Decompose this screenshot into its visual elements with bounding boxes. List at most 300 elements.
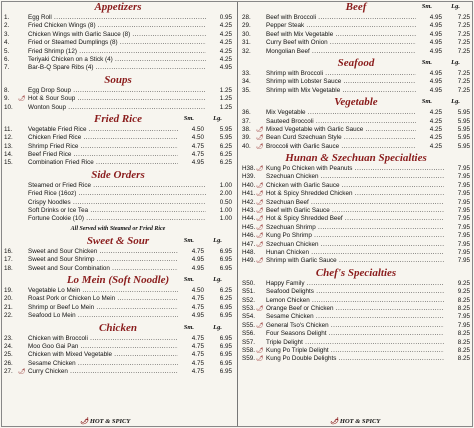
item-number: 6. bbox=[4, 55, 10, 63]
price: 1.25 bbox=[208, 95, 232, 103]
item-name: Curry Chicken ..... bbox=[28, 368, 178, 376]
item-name: Vegetable Fried Rice ..... bbox=[28, 126, 178, 134]
price: 7.95 bbox=[446, 207, 470, 215]
menu-item bbox=[4, 31, 232, 39]
item-name: Sweet and Sour Shrimp ..... bbox=[28, 256, 178, 264]
item-name: Sauteed Broccoli ..... bbox=[266, 118, 416, 126]
item-name: Sesame Chicken ..... bbox=[28, 360, 178, 368]
item-number: 11. bbox=[4, 125, 13, 133]
hot-pepper-icon: 🌶 bbox=[256, 258, 264, 265]
item-name: Sweet and Sour Chicken ..... bbox=[28, 248, 178, 256]
menu-item bbox=[242, 143, 470, 151]
large-size-header: Lg. bbox=[213, 275, 222, 283]
menu-item bbox=[4, 182, 232, 190]
hot-pepper-icon: 🌶 bbox=[80, 418, 89, 425]
menu-item bbox=[4, 207, 232, 215]
item-number: S53. bbox=[242, 304, 255, 312]
item-number: S57. bbox=[242, 338, 255, 346]
price-large: 6.95 bbox=[208, 256, 232, 264]
item-name: Hot & Spicy Shredded Beef ..... bbox=[266, 215, 444, 223]
section-title: Lo Mein (Soft Noodle) bbox=[66, 273, 170, 286]
item-name: Hot & Sour Soup ..... bbox=[28, 95, 206, 103]
price: 7.95 bbox=[446, 322, 470, 330]
item-name: Chicken Wings with Garlic Sauce (8) ..... bbox=[28, 31, 206, 39]
menu-item bbox=[4, 22, 232, 30]
price: 1.00 bbox=[208, 215, 232, 223]
menu-item bbox=[242, 322, 470, 330]
menu-item bbox=[242, 118, 470, 126]
price-small: 4.95 bbox=[418, 22, 442, 30]
price: 4.25 bbox=[208, 22, 232, 30]
item-name: Shrimp Fried Rice ..... bbox=[28, 143, 178, 151]
item-number: H41. bbox=[242, 190, 256, 198]
price-large: 7.25 bbox=[446, 39, 470, 47]
price: 7.95 bbox=[446, 182, 470, 190]
item-name: Kung Po Triple Delight ..... bbox=[266, 347, 444, 355]
section-side-orders bbox=[4, 168, 232, 224]
menu-item bbox=[4, 295, 232, 303]
item-name: Vegetable Lo Mein ..... bbox=[28, 287, 178, 295]
price-large: 7.25 bbox=[446, 87, 470, 95]
price-large: 6.95 bbox=[208, 351, 232, 359]
price-large: 5.95 bbox=[208, 126, 232, 134]
item-number: 1. bbox=[4, 14, 10, 21]
served-with-note: All Served with Steamed or Fried Rice bbox=[70, 225, 166, 232]
section-header bbox=[4, 73, 232, 87]
price-small: 4.75 bbox=[180, 360, 204, 368]
item-name: Shrimp or Beef Lo Mein ..... bbox=[28, 304, 178, 312]
item-name: Orange Beef or Chicken ..... bbox=[266, 305, 444, 313]
price-small: 4.25 bbox=[418, 134, 442, 142]
section-title: Appetizers bbox=[94, 1, 142, 13]
section-header bbox=[4, 273, 232, 287]
section-header bbox=[4, 0, 232, 14]
price-large: 6.95 bbox=[208, 343, 232, 351]
menu-item bbox=[4, 190, 232, 198]
hot-pepper-icon: 🌶 bbox=[18, 96, 26, 103]
small-size-header: Sm. bbox=[421, 98, 432, 106]
price-large: 6.95 bbox=[208, 304, 232, 312]
item-name: Szechuan Chicken ..... bbox=[266, 173, 444, 181]
item-name: Szechuan Beef ..... bbox=[266, 199, 444, 207]
price-large: 6.25 bbox=[208, 295, 232, 303]
menu-item bbox=[4, 287, 232, 295]
section-title: Side Orders bbox=[91, 168, 145, 181]
item-name: Pepper Steak ..... bbox=[266, 22, 416, 30]
large-size-header: Lg. bbox=[213, 236, 222, 244]
item-number: H46. bbox=[242, 232, 256, 240]
item-number: 23. bbox=[4, 334, 13, 342]
menu-item bbox=[4, 56, 232, 64]
column-divider bbox=[237, 2, 238, 426]
item-number: H43. bbox=[242, 207, 256, 215]
menu-item bbox=[242, 249, 470, 257]
item-name: Crispy Noodles ..... bbox=[28, 199, 206, 207]
hot-pepper-icon: 🌶 bbox=[256, 182, 264, 189]
section-title: Soups bbox=[104, 73, 132, 86]
item-name: Hot & Spicy Shredded Chicken ..... bbox=[266, 190, 444, 198]
price-small: 4.95 bbox=[180, 256, 204, 264]
menu-item bbox=[242, 165, 470, 173]
price: 9.25 bbox=[446, 280, 470, 288]
price-small: 4.75 bbox=[180, 248, 204, 256]
price-large: 6.95 bbox=[208, 360, 232, 368]
item-name: Fried Chicken Wings (8) ..... bbox=[28, 22, 206, 30]
hot-pepper-icon: 🌶 bbox=[256, 126, 264, 133]
hot-pepper-icon: 🌶 bbox=[256, 356, 264, 363]
menu-item bbox=[242, 257, 470, 265]
price-large: 6.25 bbox=[208, 287, 232, 295]
hot-pepper-icon: 🌶 bbox=[256, 166, 264, 173]
item-name: Seafood Lo Mein ..... bbox=[28, 312, 178, 320]
price-small: 4.50 bbox=[180, 287, 204, 295]
item-number: 22. bbox=[4, 312, 13, 320]
hot-pepper-icon: 🌶 bbox=[256, 143, 264, 150]
section-title: Fried Rice bbox=[94, 112, 142, 125]
item-number: 29. bbox=[242, 22, 251, 30]
price: 7.95 bbox=[446, 224, 470, 232]
item-number: 37. bbox=[242, 117, 251, 125]
menu-item bbox=[4, 134, 232, 142]
menu-item bbox=[242, 232, 470, 240]
item-number: S52. bbox=[242, 296, 255, 304]
price-large: 6.95 bbox=[208, 312, 232, 320]
hot-pepper-icon: 🌶 bbox=[18, 369, 26, 376]
price-large: 7.25 bbox=[446, 48, 470, 56]
item-name: Mix Vegetable ..... bbox=[266, 109, 416, 117]
section-header bbox=[242, 95, 470, 109]
price: 8.25 bbox=[446, 339, 470, 347]
price-large: 6.25 bbox=[208, 151, 232, 159]
price-small: 4.95 bbox=[180, 265, 204, 273]
price-large: 7.25 bbox=[446, 78, 470, 86]
price: 7.95 bbox=[446, 199, 470, 207]
item-number: S55. bbox=[242, 321, 255, 329]
section-title: Vegetable bbox=[334, 96, 378, 109]
menu-item bbox=[242, 22, 470, 30]
item-name: Chicken with Broccoli ..... bbox=[28, 335, 178, 343]
section-header bbox=[4, 234, 232, 248]
item-name: Chicken with Mixed Vegetable ..... bbox=[28, 351, 178, 359]
item-number: H49. bbox=[242, 257, 256, 265]
menu-item bbox=[4, 126, 232, 134]
item-number: 18. bbox=[4, 264, 13, 272]
large-size-header: Lg. bbox=[213, 323, 222, 331]
menu-item bbox=[4, 368, 232, 376]
item-number: 15. bbox=[4, 159, 13, 167]
small-size-header: Sm. bbox=[183, 275, 194, 283]
menu-item bbox=[242, 109, 470, 117]
item-number: 16. bbox=[4, 247, 13, 255]
price: 1.25 bbox=[208, 87, 232, 95]
menu-item bbox=[4, 151, 232, 159]
item-name: Szechuan Chicken ..... bbox=[266, 241, 444, 249]
item-name: Triple Delight ..... bbox=[266, 339, 444, 347]
item-name: Kung Po Chicken with Peanuts ..... bbox=[266, 165, 444, 173]
section-header bbox=[4, 112, 232, 126]
price-large: 6.95 bbox=[208, 335, 232, 343]
price: 1.00 bbox=[208, 182, 232, 190]
item-name: Shrimp with Garlic Sauce ..... bbox=[266, 257, 444, 265]
price-small: 4.75 bbox=[180, 143, 204, 151]
item-number: H45. bbox=[242, 223, 256, 231]
section-chef-s-specialties bbox=[242, 266, 470, 364]
hot-pepper-icon: 🌶 bbox=[256, 135, 264, 142]
item-name: Szechuan Shrimp ..... bbox=[266, 224, 444, 232]
item-name: Roast Pork or Chicken Lo Mein ..... bbox=[28, 295, 178, 303]
menu-item bbox=[4, 265, 232, 273]
item-name: Shrimp with Broccoli ..... bbox=[266, 70, 416, 78]
item-name: Kung Po Double Delights ..... bbox=[266, 355, 444, 363]
price: 1.00 bbox=[208, 207, 232, 215]
section-header bbox=[242, 151, 470, 165]
item-number: 34. bbox=[242, 78, 251, 86]
menu-item bbox=[4, 312, 232, 320]
item-number: 20. bbox=[4, 295, 13, 303]
item-number: 30. bbox=[242, 30, 251, 38]
section-header bbox=[4, 321, 232, 335]
item-number: H42. bbox=[242, 198, 256, 206]
menu-item bbox=[242, 241, 470, 249]
large-size-header: Lg. bbox=[451, 58, 460, 66]
hot-spicy-label: HOT & SPICY bbox=[339, 418, 381, 425]
menu-item bbox=[242, 288, 470, 296]
price-small: 4.95 bbox=[180, 312, 204, 320]
menu-item bbox=[4, 248, 232, 256]
price: 1.25 bbox=[208, 104, 232, 112]
item-number: 17. bbox=[4, 256, 13, 264]
price-small: 4.75 bbox=[180, 368, 204, 376]
item-number: 3. bbox=[4, 30, 10, 38]
item-number: 28. bbox=[242, 14, 251, 21]
menu-item bbox=[4, 48, 232, 56]
item-name: Broccoli with Garlic Sauce ..... bbox=[266, 143, 416, 151]
item-number: H44. bbox=[242, 215, 256, 223]
menu-item bbox=[4, 143, 232, 151]
hot-pepper-icon: 🌶 bbox=[256, 347, 264, 354]
small-size-header: Sm. bbox=[183, 323, 194, 331]
price-large: 5.95 bbox=[446, 109, 470, 117]
menu-item bbox=[4, 304, 232, 312]
price-small: 4.50 bbox=[180, 134, 204, 142]
item-number: S54. bbox=[242, 313, 255, 321]
section-sweet-sour bbox=[4, 234, 232, 273]
item-number: 4. bbox=[4, 39, 10, 47]
item-number: 25. bbox=[4, 351, 13, 359]
item-name: Curry Beef with Onion ..... bbox=[266, 39, 416, 47]
menu-item bbox=[242, 224, 470, 232]
price-small: 4.25 bbox=[418, 143, 442, 151]
item-number: 26. bbox=[4, 359, 13, 367]
item-name: Combination Fried Rice ..... bbox=[28, 159, 178, 167]
item-number: 39. bbox=[242, 134, 251, 142]
hot-pepper-icon: 🌶 bbox=[330, 418, 339, 425]
small-size-header: Sm. bbox=[183, 236, 194, 244]
small-size-header: Sm. bbox=[421, 3, 432, 10]
item-number: S56. bbox=[242, 330, 255, 338]
item-number: 5. bbox=[4, 47, 10, 55]
hot-spicy-legend-left bbox=[80, 417, 130, 426]
item-number: 8. bbox=[4, 86, 10, 94]
item-number: 14. bbox=[4, 151, 13, 159]
price-small: 4.75 bbox=[180, 295, 204, 303]
menu-item bbox=[242, 330, 470, 338]
price-large: 5.95 bbox=[446, 143, 470, 151]
item-name: Moo Goo Gai Pan ..... bbox=[28, 343, 178, 351]
price-small: 4.95 bbox=[418, 39, 442, 47]
item-number: 12. bbox=[4, 134, 13, 142]
price-large: 6.25 bbox=[208, 159, 232, 167]
price: 7.95 bbox=[446, 241, 470, 249]
menu-item bbox=[242, 78, 470, 86]
section-header bbox=[4, 168, 232, 182]
item-number: H38. bbox=[242, 165, 256, 173]
small-size-header: Sm. bbox=[421, 58, 432, 66]
menu-item bbox=[242, 31, 470, 39]
price-large: 7.25 bbox=[446, 22, 470, 30]
price-large: 5.95 bbox=[446, 118, 470, 126]
price: 7.95 bbox=[446, 249, 470, 257]
item-number: S50. bbox=[242, 279, 255, 287]
item-name: Happy Family ..... bbox=[266, 280, 444, 288]
price: 0.50 bbox=[208, 199, 232, 207]
section-title: Seafood bbox=[337, 56, 375, 69]
section-appetizers bbox=[4, 0, 232, 73]
menu-item bbox=[242, 14, 470, 22]
item-name: Bar-B-Q Spare Ribs (4) ..... bbox=[28, 64, 206, 72]
price-large: 6.95 bbox=[208, 265, 232, 273]
right-column bbox=[242, 0, 470, 364]
item-number: S51. bbox=[242, 288, 255, 296]
section-chicken bbox=[4, 321, 232, 377]
price: 8.25 bbox=[446, 330, 470, 338]
item-number: 24. bbox=[4, 342, 13, 350]
menu-item bbox=[242, 134, 470, 142]
section-lo-mein-soft-noodle bbox=[4, 273, 232, 321]
item-number: 31. bbox=[242, 39, 251, 47]
section-beef bbox=[242, 0, 470, 56]
price: 7.95 bbox=[446, 257, 470, 265]
item-name: Hunan Chicken ..... bbox=[266, 249, 444, 257]
menu-item bbox=[242, 207, 470, 215]
item-number: 27. bbox=[4, 368, 13, 376]
price-small: 4.25 bbox=[418, 109, 442, 117]
item-number: 40. bbox=[242, 142, 251, 150]
item-name: Sweet and Sour Combination ..... bbox=[28, 265, 178, 273]
price-large: 6.95 bbox=[208, 248, 232, 256]
price-small: 4.75 bbox=[180, 151, 204, 159]
price: 8.25 bbox=[446, 355, 470, 363]
price: 7.95 bbox=[446, 173, 470, 181]
menu-item bbox=[4, 14, 232, 22]
price-small: 4.75 bbox=[180, 335, 204, 343]
hot-pepper-icon: 🌶 bbox=[256, 233, 264, 240]
item-number: H48. bbox=[242, 248, 256, 256]
item-number: 9. bbox=[4, 95, 10, 103]
menu-item bbox=[242, 215, 470, 223]
price-large: 6.25 bbox=[208, 143, 232, 151]
item-number: 38. bbox=[242, 125, 251, 133]
item-name: Shrimp with Lobster Sauce ..... bbox=[266, 78, 416, 86]
menu-item bbox=[242, 280, 470, 288]
price: 8.25 bbox=[446, 297, 470, 305]
menu-item bbox=[242, 126, 470, 134]
menu-item bbox=[242, 87, 470, 95]
item-name: Kung Po Shrimp ..... bbox=[266, 232, 444, 240]
item-number: 33. bbox=[242, 69, 251, 77]
menu-item bbox=[242, 297, 470, 305]
item-name: Teriyaki Chicken on a Stick (4) ..... bbox=[28, 56, 206, 64]
price: 4.25 bbox=[208, 56, 232, 64]
item-number: S58. bbox=[242, 346, 255, 354]
menu-item bbox=[242, 182, 470, 190]
section-header bbox=[242, 0, 470, 14]
item-name: Beef with Broccoli ..... bbox=[266, 14, 416, 22]
price-small: 4.95 bbox=[418, 14, 442, 22]
price-large: 5.95 bbox=[446, 126, 470, 134]
menu-item bbox=[4, 215, 232, 223]
menu-item bbox=[4, 87, 232, 95]
item-name: Fried or Steamed Dumplings (8) ..... bbox=[28, 39, 206, 47]
section-soups bbox=[4, 73, 232, 112]
hot-spicy-label: HOT & SPICY bbox=[89, 418, 131, 425]
hot-pepper-icon: 🌶 bbox=[256, 191, 264, 198]
item-name: General Tso's Chicken ..... bbox=[266, 322, 444, 330]
item-name: Fortune Cookie (10) ..... bbox=[28, 215, 206, 223]
price: 7.95 bbox=[446, 190, 470, 198]
item-number: H47. bbox=[242, 240, 256, 248]
menu-item bbox=[242, 347, 470, 355]
item-number: 36. bbox=[242, 109, 251, 117]
section-title: Chef's Specialties bbox=[315, 266, 397, 279]
item-name: Mixed Vegetable with Garlic Sauce ..... bbox=[266, 126, 416, 134]
price-small: 4.95 bbox=[418, 31, 442, 39]
item-name: Chicken Fried Rice ..... bbox=[28, 134, 178, 142]
menu-item bbox=[4, 335, 232, 343]
small-size-header: Sm. bbox=[183, 114, 194, 122]
item-name: Egg Drop Soup ..... bbox=[28, 87, 206, 95]
price: 7.95 bbox=[446, 313, 470, 321]
menu-item bbox=[4, 343, 232, 351]
item-number: H39. bbox=[242, 173, 256, 181]
menu-item bbox=[242, 190, 470, 198]
item-number: S59. bbox=[242, 355, 255, 363]
hot-pepper-icon: 🌶 bbox=[256, 305, 264, 312]
price: 4.25 bbox=[208, 31, 232, 39]
section-hunan-szechuan-specialties bbox=[242, 151, 470, 266]
item-number: 19. bbox=[4, 286, 13, 294]
menu-item bbox=[4, 360, 232, 368]
menu-item bbox=[4, 104, 232, 112]
price: 0.95 bbox=[208, 14, 232, 22]
price-small: 4.95 bbox=[418, 70, 442, 78]
price: 8.25 bbox=[446, 347, 470, 355]
item-name: Four Seasons Delight ..... bbox=[266, 330, 444, 338]
price-large: 7.25 bbox=[446, 31, 470, 39]
hot-pepper-icon: 🌶 bbox=[256, 241, 264, 248]
item-number: 13. bbox=[4, 142, 13, 150]
section-seafood bbox=[242, 56, 470, 95]
item-name: Seafood Delights ..... bbox=[266, 288, 444, 296]
item-name: Mongolian Beef ..... bbox=[266, 48, 416, 56]
menu-item bbox=[4, 159, 232, 167]
price: 4.95 bbox=[208, 64, 232, 72]
hot-pepper-icon: 🌶 bbox=[256, 208, 264, 215]
section-header bbox=[242, 56, 470, 70]
price-large: 5.95 bbox=[446, 134, 470, 142]
price-small: 4.75 bbox=[180, 351, 204, 359]
menu-item bbox=[242, 70, 470, 78]
